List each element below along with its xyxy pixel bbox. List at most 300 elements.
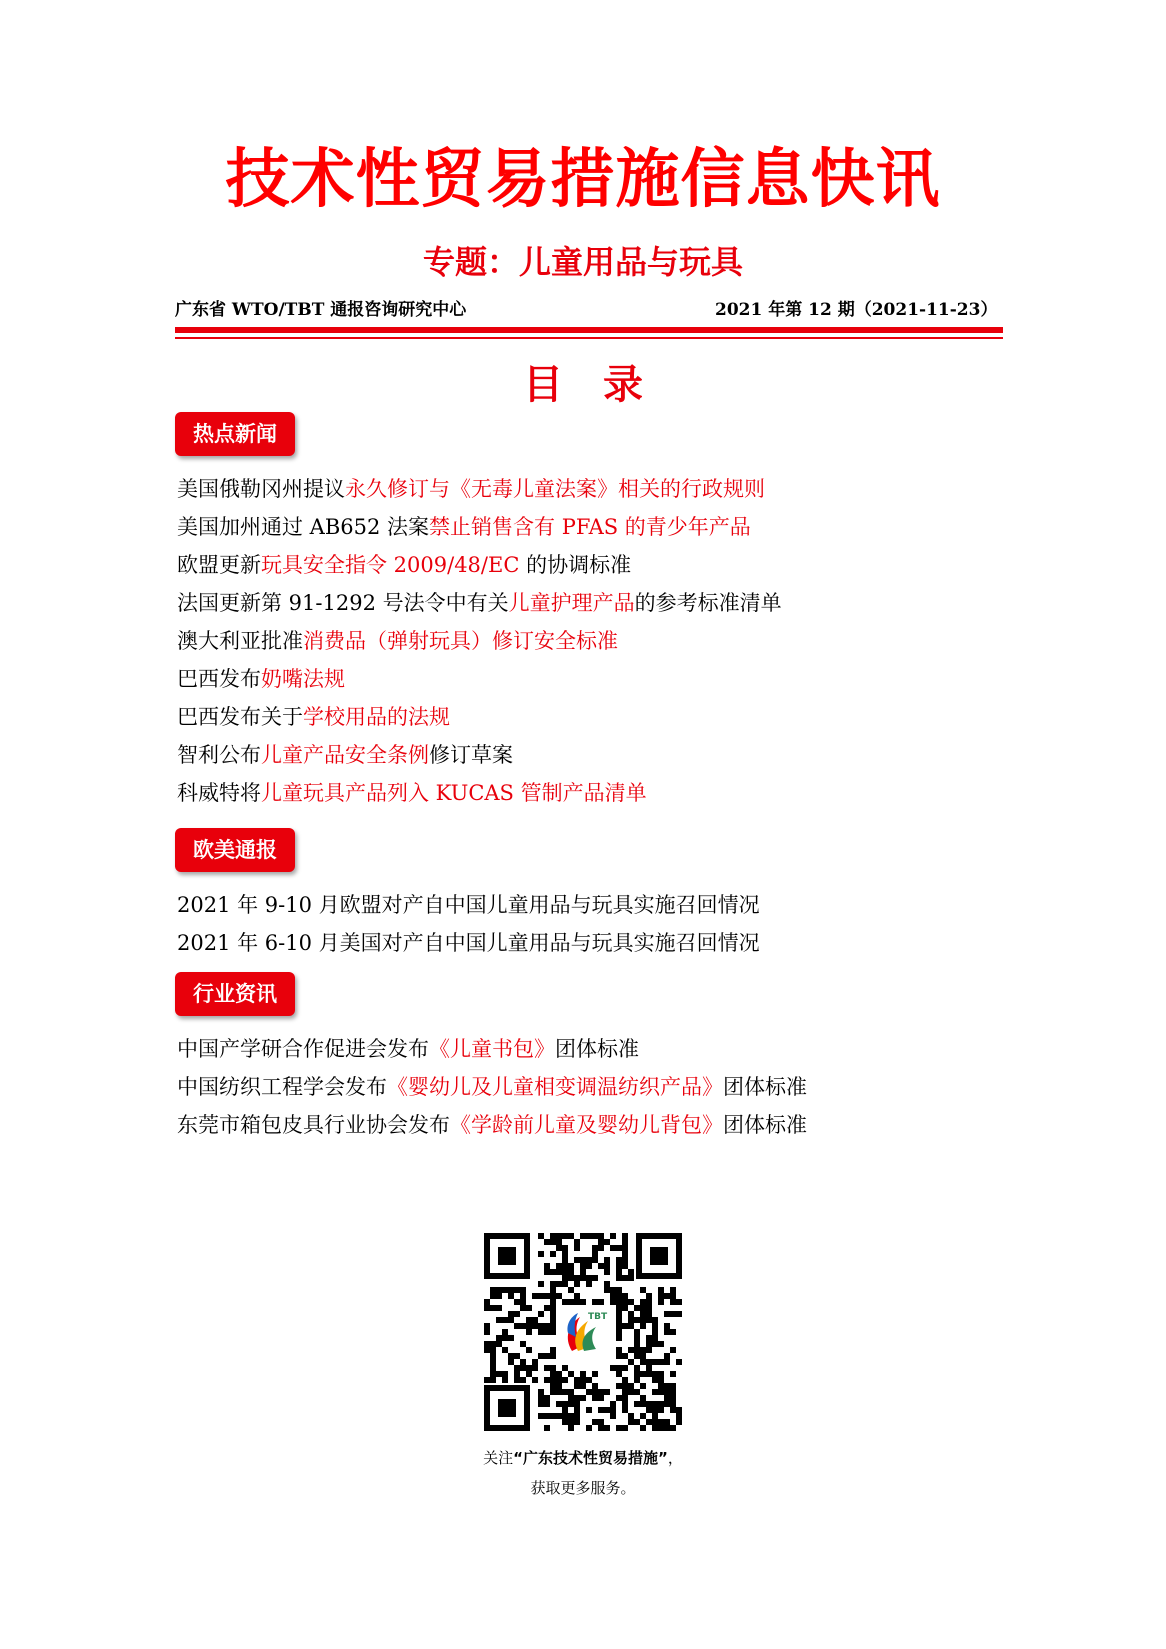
qr-module: [616, 1425, 622, 1431]
qr-module: [604, 1407, 610, 1413]
toc-item-text-suffix: 的协调标准: [519, 553, 632, 577]
qr-module: [490, 1377, 496, 1383]
section-badge-industry-news: 行业资讯: [175, 972, 295, 1016]
qr-module: [658, 1287, 664, 1293]
toc-item[interactable]: [177, 890, 760, 920]
toc-item[interactable]: [177, 740, 513, 770]
qr-module: [640, 1299, 646, 1305]
qr-module: [586, 1425, 592, 1431]
qr-module: [670, 1287, 676, 1293]
qr-module: [592, 1245, 598, 1251]
qr-module: [514, 1353, 520, 1359]
qr-module: [544, 1377, 550, 1383]
qr-module: [496, 1293, 502, 1299]
qr-module: [652, 1335, 658, 1341]
qr-module: [652, 1341, 658, 1347]
toc-item-text: 东莞市箱包皮具行业协会发布: [177, 1113, 450, 1137]
qr-module: [646, 1407, 652, 1413]
qr-module: [616, 1287, 622, 1293]
toc-item-text: 美国加州通过 AB652 法案: [177, 515, 430, 539]
qr-module: [634, 1335, 640, 1341]
qr-module: [586, 1281, 592, 1287]
qr-module: [580, 1233, 586, 1239]
qr-module: [526, 1371, 532, 1377]
qr-module: [610, 1401, 616, 1407]
qr-module: [604, 1257, 610, 1263]
qr-module: [544, 1239, 550, 1245]
qr-module: [562, 1257, 568, 1263]
qr-module: [538, 1233, 544, 1239]
qr-module: [490, 1305, 496, 1311]
qr-module: [640, 1317, 646, 1323]
qr-module: [640, 1425, 646, 1431]
qr-module: [550, 1299, 556, 1305]
qr-module: [556, 1233, 562, 1239]
qr-module: [640, 1311, 646, 1317]
qr-module: [550, 1233, 556, 1239]
qr-module: [568, 1299, 574, 1305]
qr-module: [622, 1299, 628, 1305]
qr-module: [502, 1329, 508, 1335]
qr-module: [490, 1347, 496, 1353]
qr-module: [556, 1293, 562, 1299]
qr-module: [550, 1287, 556, 1293]
qr-module: [640, 1413, 646, 1419]
qr-module: [664, 1395, 670, 1401]
qr-module: [544, 1263, 550, 1269]
toc-item[interactable]: [177, 550, 631, 580]
qr-module: [610, 1365, 616, 1371]
toc-item-text: 巴西发布关于: [177, 705, 303, 729]
qr-module: [604, 1239, 610, 1245]
qr-module: [574, 1245, 580, 1251]
qr-module: [568, 1425, 574, 1431]
qr-module: [646, 1335, 652, 1341]
qr-module: [568, 1371, 574, 1377]
qr-module: [574, 1281, 580, 1287]
qr-module: [592, 1257, 598, 1263]
qr-module: [484, 1347, 490, 1353]
qr-module: [568, 1401, 574, 1407]
qr-module: [526, 1365, 532, 1371]
qr-module: [574, 1419, 580, 1425]
qr-module: [520, 1305, 526, 1311]
qr-module: [622, 1293, 628, 1299]
qr-module: [676, 1419, 682, 1425]
qr-module: [508, 1311, 514, 1317]
qr-module: [556, 1281, 562, 1287]
qr-module: [610, 1293, 616, 1299]
qr-module: [574, 1413, 580, 1419]
qr-module: [562, 1401, 568, 1407]
qr-module: [526, 1305, 532, 1311]
toc-item-highlight: 《儿童书包》: [429, 1037, 555, 1061]
qr-module: [616, 1257, 622, 1263]
qr-module: [640, 1383, 646, 1389]
qr-module: [514, 1311, 520, 1317]
qr-module: [550, 1269, 556, 1275]
toc-item-text: 澳大利亚批准: [177, 629, 303, 653]
qr-module: [664, 1323, 670, 1329]
toc-heading: 目录: [523, 362, 683, 408]
qr-module: [622, 1353, 628, 1359]
qr-module: [598, 1245, 604, 1251]
qr-module: [616, 1275, 622, 1281]
qr-module: [514, 1377, 520, 1383]
qr-module: [628, 1419, 634, 1425]
qr-module: [670, 1347, 676, 1353]
qr-module: [634, 1317, 640, 1323]
qr-module: [610, 1299, 616, 1305]
toc-item[interactable]: [177, 588, 782, 618]
qr-module: [670, 1293, 676, 1299]
toc-item[interactable]: [177, 1034, 639, 1064]
qr-module: [484, 1329, 490, 1335]
qr-module: [664, 1401, 670, 1407]
qr-module: [604, 1269, 610, 1275]
qr-module: [634, 1419, 640, 1425]
qr-module: [520, 1377, 526, 1383]
qr-module: [550, 1389, 556, 1395]
qr-module: [508, 1335, 514, 1341]
qr-module: [580, 1299, 586, 1305]
qr-module: [634, 1365, 640, 1371]
qr-module: [556, 1413, 562, 1419]
qr-module: [532, 1359, 538, 1365]
qr-module: [502, 1287, 508, 1293]
qr-module: [652, 1329, 658, 1335]
qr-module: [586, 1389, 592, 1395]
qr-module: [658, 1401, 664, 1407]
qr-module: [496, 1317, 502, 1323]
qr-module: [574, 1407, 580, 1413]
qr-module: [646, 1371, 652, 1377]
qr-module: [484, 1299, 490, 1305]
qr-module: [658, 1425, 664, 1431]
qr-module: [502, 1317, 508, 1323]
qr-module: [490, 1353, 496, 1359]
qr-module: [490, 1293, 496, 1299]
qr-module: [622, 1407, 628, 1413]
toc-item-text: 智利公布: [177, 743, 261, 767]
qr-module: [568, 1233, 574, 1239]
qr-module: [562, 1251, 568, 1257]
qr-module: [652, 1323, 658, 1329]
qr-module: [502, 1377, 508, 1383]
qr-module: [616, 1335, 622, 1341]
qr-module: [628, 1389, 634, 1395]
qr-module: [628, 1299, 634, 1305]
qr-module: [490, 1365, 496, 1371]
toc-item[interactable]: [177, 626, 618, 656]
qr-module: [568, 1419, 574, 1425]
qr-module: [514, 1299, 520, 1305]
qr-module: [652, 1425, 658, 1431]
qr-module: [616, 1317, 622, 1323]
qr-module: [592, 1395, 598, 1401]
qr-module: [676, 1407, 682, 1413]
qr-module: [532, 1323, 538, 1329]
qr-caption-prefix: 关注: [483, 1449, 514, 1467]
qr-module: [562, 1263, 568, 1269]
qr-module: [652, 1389, 658, 1395]
qr-module: [538, 1401, 544, 1407]
qr-module: [640, 1323, 646, 1329]
qr-module: [604, 1425, 610, 1431]
qr-module: [622, 1401, 628, 1407]
qr-module: [586, 1257, 592, 1263]
qr-module: [496, 1335, 502, 1341]
qr-module: [622, 1383, 628, 1389]
qr-module: [664, 1425, 670, 1431]
qr-module: [562, 1413, 568, 1419]
qr-module: [568, 1395, 574, 1401]
qr-module: [604, 1389, 610, 1395]
qr-module: [562, 1233, 568, 1239]
qr-module: [622, 1251, 628, 1257]
qr-module: [550, 1239, 556, 1245]
qr-module: [616, 1347, 622, 1353]
qr-module: [574, 1293, 580, 1299]
qr-module: [658, 1419, 664, 1425]
qr-module: [592, 1251, 598, 1257]
qr-module: [598, 1395, 604, 1401]
qr-module: [562, 1269, 568, 1275]
qr-module: [496, 1305, 502, 1311]
qr-module: [676, 1359, 682, 1365]
toc-item-highlight: 学校用品的法规: [303, 705, 450, 729]
toc-item[interactable]: [177, 474, 765, 504]
qr-module: [538, 1353, 544, 1359]
qr-code-image: [484, 1233, 682, 1431]
qr-module: [640, 1359, 646, 1365]
qr-module: [574, 1395, 580, 1401]
qr-module: [544, 1395, 550, 1401]
newsletter-subtitle: 专题：儿童用品与玩具: [422, 243, 743, 281]
qr-module: [646, 1359, 652, 1365]
toc-item-text: 中国产学研合作促进会发布: [177, 1037, 429, 1061]
qr-module: [628, 1359, 634, 1365]
qr-module: [508, 1353, 514, 1359]
toc-item-text: 中国纺织工程学会发布: [177, 1075, 387, 1099]
qr-module: [550, 1377, 556, 1383]
qr-module: [550, 1281, 556, 1287]
qr-module: [508, 1293, 514, 1299]
qr-module: [544, 1269, 550, 1275]
qr-module: [670, 1401, 676, 1407]
qr-module: [544, 1365, 550, 1371]
qr-module: [520, 1287, 526, 1293]
qr-module: [490, 1287, 496, 1293]
toc-item-text: 欧盟更新: [177, 553, 261, 577]
qr-module: [628, 1311, 634, 1317]
toc-item[interactable]: [177, 778, 647, 808]
header-divider-thick: [175, 327, 1003, 333]
qr-module: [538, 1293, 544, 1299]
qr-module: [514, 1371, 520, 1377]
qr-module: [658, 1377, 664, 1383]
qr-module: [574, 1299, 580, 1305]
qr-module: [496, 1371, 502, 1377]
qr-module: [640, 1401, 646, 1407]
qr-module: [580, 1383, 586, 1389]
qr-module: [616, 1395, 622, 1401]
qr-module: [652, 1413, 658, 1419]
qr-module: [658, 1293, 664, 1299]
qr-module: [628, 1413, 634, 1419]
qr-module: [574, 1383, 580, 1389]
toc-item-text: 科威特将: [177, 781, 261, 805]
qr-module: [616, 1299, 622, 1305]
qr-module: [526, 1317, 532, 1323]
qr-module: [622, 1275, 628, 1281]
qr-module: [622, 1239, 628, 1245]
qr-module: [544, 1353, 550, 1359]
qr-module: [670, 1389, 676, 1395]
qr-module: [640, 1371, 646, 1377]
qr-module: [676, 1299, 682, 1305]
qr-module: [658, 1371, 664, 1377]
qr-module: [502, 1347, 508, 1353]
qr-module: [484, 1323, 490, 1329]
qr-module: [664, 1383, 670, 1389]
qr-module: [574, 1275, 580, 1281]
qr-module: [580, 1257, 586, 1263]
qr-module: [652, 1371, 658, 1377]
qr-module: [562, 1275, 568, 1281]
qr-module: [568, 1275, 574, 1281]
toc-item-text: 2021 年 9-10 月欧盟对产自中国儿童用品与玩具实施召回情况: [177, 893, 760, 917]
qr-module: [616, 1383, 622, 1389]
qr-module: [556, 1263, 562, 1269]
qr-module: [616, 1305, 622, 1311]
qr-module: [670, 1383, 676, 1389]
qr-module: [562, 1245, 568, 1251]
qr-module: [544, 1413, 550, 1419]
qr-module: [526, 1329, 532, 1335]
qr-module: [562, 1419, 568, 1425]
qr-module: [610, 1407, 616, 1413]
qr-module: [634, 1371, 640, 1377]
toc-item[interactable]: [177, 1072, 807, 1102]
qr-module: [616, 1263, 622, 1269]
tbt-logo-text: TBT: [588, 1312, 608, 1322]
qr-module: [556, 1269, 562, 1275]
qr-module: [628, 1269, 634, 1275]
qr-module: [628, 1347, 634, 1353]
qr-module: [616, 1245, 622, 1251]
qr-module: [550, 1347, 556, 1353]
qr-module: [550, 1251, 556, 1257]
qr-module: [622, 1305, 628, 1311]
header-divider-thin: [175, 337, 1003, 339]
toc-item-text-suffix: 的参考标准清单: [634, 591, 782, 615]
qr-module: [520, 1365, 526, 1371]
qr-module: [598, 1263, 604, 1269]
toc-item[interactable]: [177, 512, 751, 542]
qr-module: [550, 1329, 556, 1335]
qr-module: [574, 1257, 580, 1263]
qr-module: [652, 1377, 658, 1383]
qr-module: [532, 1377, 538, 1383]
qr-module: [628, 1317, 634, 1323]
qr-module: [646, 1347, 652, 1353]
qr-module: [574, 1377, 580, 1383]
qr-module: [550, 1365, 556, 1371]
qr-module: [538, 1323, 544, 1329]
toc-item-highlight: 禁止销售含有 PFAS 的青少年产品: [429, 515, 751, 539]
qr-module: [538, 1251, 544, 1257]
qr-module: [616, 1269, 622, 1275]
qr-module: [574, 1401, 580, 1407]
qr-module: [592, 1233, 598, 1239]
qr-module: [508, 1287, 514, 1293]
qr-module: [598, 1239, 604, 1245]
toc-item[interactable]: [177, 1110, 807, 1140]
qr-module: [670, 1407, 676, 1413]
newsletter-title: 技术性贸易措施信息快讯: [225, 143, 941, 217]
qr-module: [514, 1323, 520, 1329]
qr-module: [556, 1371, 562, 1377]
qr-module: [670, 1371, 676, 1377]
qr-module: [568, 1269, 574, 1275]
qr-module: [496, 1287, 502, 1293]
qr-module: [634, 1401, 640, 1407]
qr-module: [538, 1329, 544, 1335]
qr-module: [592, 1383, 598, 1389]
qr-module: [658, 1407, 664, 1413]
qr-module: [670, 1329, 676, 1335]
toc-item[interactable]: [177, 664, 345, 694]
qr-module: [568, 1413, 574, 1419]
qr-module: [622, 1389, 628, 1395]
qr-module: [556, 1245, 562, 1251]
qr-module: [568, 1389, 574, 1395]
toc-item-highlight: 玩具安全指令 2009/48/EC: [261, 553, 520, 577]
qr-module: [508, 1359, 514, 1365]
qr-module: [610, 1245, 616, 1251]
qr-module: [586, 1407, 592, 1413]
qr-module: [634, 1341, 640, 1347]
qr-module: [544, 1329, 550, 1335]
qr-module: [586, 1263, 592, 1269]
qr-module: [586, 1275, 592, 1281]
toc-item-highlight: 儿童玩具产品列入 KUCAS 管制产品清单: [261, 781, 647, 805]
qr-module: [598, 1407, 604, 1413]
qr-caption-line2: 获取更多服务。: [530, 1479, 636, 1497]
qr-module: [598, 1299, 604, 1305]
toc-item[interactable]: [177, 702, 450, 732]
qr-module: [544, 1323, 550, 1329]
qr-module: [568, 1287, 574, 1293]
toc-item-text: 美国俄勒冈州提议: [177, 477, 345, 501]
toc-item-text-suffix: 团体标准: [555, 1037, 639, 1061]
qr-module: [664, 1359, 670, 1365]
qr-module: [538, 1413, 544, 1419]
qr-module: [622, 1377, 628, 1383]
qr-module: [616, 1293, 622, 1299]
qr-module: [628, 1275, 634, 1281]
qr-module: [640, 1395, 646, 1401]
qr-module: [592, 1371, 598, 1377]
qr-module: [598, 1389, 604, 1395]
qr-module: [616, 1311, 622, 1317]
qr-module: [622, 1395, 628, 1401]
qr-module: [604, 1287, 610, 1293]
toc-item[interactable]: [177, 928, 760, 958]
qr-module: [658, 1299, 664, 1305]
qr-module: [538, 1389, 544, 1395]
